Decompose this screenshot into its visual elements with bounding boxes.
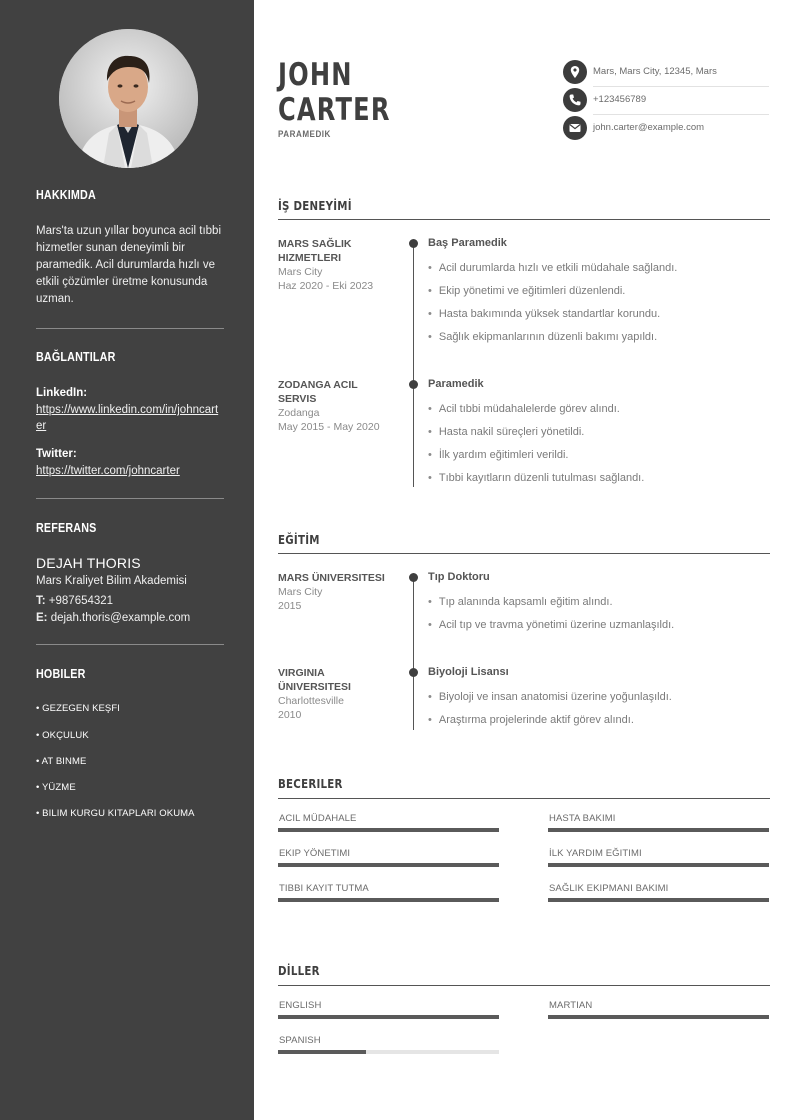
mail-icon	[563, 116, 587, 140]
responsibility-list	[428, 398, 768, 490]
hobbies-heading: HOBILER	[36, 667, 86, 681]
skill-label: TIBBI KAYIT TUTMA	[279, 883, 369, 894]
skill-label: EKIP YÖNETIMI	[279, 848, 351, 859]
experience-entry-meta	[278, 237, 398, 293]
language-bar-fill	[278, 1050, 366, 1054]
hobby-item: • GEZEGEN KEŞFI	[36, 703, 121, 714]
job-title: PARAMEDIK	[278, 129, 331, 140]
list-item: • Biyoloji ve insan anatomisi üzerine yoğunlaşıldı.	[428, 686, 768, 709]
list-item: • Araştırma projelerinde aktif görev alındı.	[428, 709, 768, 732]
skill-bar-fill	[278, 828, 499, 832]
divider	[36, 644, 224, 645]
language-item	[278, 1035, 499, 1054]
hobby-label: OKÇULUK	[42, 730, 89, 741]
timeline-dot	[409, 573, 418, 582]
org-location: Mars City	[278, 586, 323, 598]
org-location: Charlottesville	[278, 695, 344, 707]
experience-entry-meta	[278, 378, 398, 434]
hobby-label: BILIM KURGU KITAPLARI OKUMA	[42, 808, 195, 819]
profile-photo	[59, 29, 198, 168]
language-item	[278, 1000, 499, 1019]
skill-bar	[548, 898, 769, 902]
hobby-label: GEZEGEN KEŞFI	[42, 703, 121, 714]
skill-item	[278, 883, 499, 902]
phone-text: +123456789	[593, 94, 647, 105]
hobby-label: YÜZME	[42, 782, 76, 793]
skill-bar	[548, 828, 769, 832]
education-list	[428, 686, 768, 732]
section-rule	[278, 798, 770, 799]
divider	[36, 498, 224, 499]
language-bar	[548, 1015, 769, 1019]
org-name: MARS SAĞLIK HIZMETLERI	[278, 238, 352, 264]
list-item: • Tıbbi kayıtların düzenli tutulması sağlandı.	[428, 467, 768, 490]
skill-bar	[548, 863, 769, 867]
skill-bar	[278, 898, 499, 902]
list-item: • İlk yardım eğitimleri verildi.	[428, 444, 768, 467]
skill-label: SAĞLIK EKIPMANI BAKIMI	[549, 883, 669, 894]
list-item: • Sağlık ekipmanlarının düzenli bakımı yapıldı.	[428, 326, 768, 349]
language-bar-fill	[278, 1015, 499, 1019]
skill-item	[548, 883, 769, 902]
reference-email-label: E:	[36, 612, 48, 624]
skill-bar	[278, 863, 499, 867]
org-dates: Haz 2020 - Eki 2023	[278, 280, 374, 292]
languages-heading: DİLLER	[278, 963, 320, 978]
location-icon	[563, 60, 587, 84]
address-text: Mars, Mars City, 12345, Mars	[593, 66, 717, 77]
section-rule	[278, 219, 770, 220]
skill-label: HASTA BAKIMI	[549, 813, 616, 824]
hobby-item: • YÜZME	[36, 782, 76, 793]
org-dates: 2015	[278, 600, 302, 612]
org-dates: May 2015 - May 2020	[278, 421, 380, 433]
education-list	[428, 591, 768, 637]
contact-email	[563, 114, 769, 142]
skill-item	[278, 848, 499, 867]
skill-bar-fill	[548, 828, 769, 832]
experience-heading: İŞ DENEYİMİ	[278, 198, 352, 213]
skill-item	[548, 813, 769, 832]
skill-bar-fill	[278, 898, 499, 902]
divider	[36, 328, 224, 329]
skill-item	[278, 813, 499, 832]
section-rule	[278, 553, 770, 554]
education-entry-meta	[278, 666, 398, 722]
org-location: Mars City	[278, 266, 323, 278]
language-bar-fill	[548, 1015, 769, 1019]
skill-bar-fill	[278, 863, 499, 867]
list-item: • Hasta nakil süreçleri yönetildi.	[428, 421, 768, 444]
role-title: Paramedik	[428, 378, 484, 390]
twitter-label: Twitter:	[36, 448, 77, 460]
sidebar	[0, 0, 254, 1120]
contact-phone	[563, 86, 769, 114]
skill-label: İLK YARDIM EĞITIMI	[549, 848, 642, 859]
role-title: Baş Paramedik	[428, 237, 507, 249]
reference-block	[36, 555, 226, 627]
org-name: ZODANGA ACIL SERVIS	[278, 379, 358, 405]
reference-phone-value: +987654321	[48, 595, 114, 607]
timeline-dot	[409, 380, 418, 389]
language-label: MARTIAN	[549, 1000, 593, 1011]
education-entry-meta	[278, 571, 398, 613]
section-rule	[278, 985, 770, 986]
reference-phone-label: T:	[36, 595, 46, 607]
skill-label: ACIL MÜDAHALE	[279, 813, 357, 824]
language-bar	[278, 1015, 499, 1019]
reference-phone	[36, 593, 226, 610]
responsibility-list	[428, 257, 768, 349]
list-item: • Acil durumlarda hızlı ve etkili müdahale sağlandı.	[428, 257, 768, 280]
degree-title: Tıp Doktoru	[428, 571, 490, 583]
org-name: VIRGINIA ÜNIVERSITESI	[278, 667, 351, 693]
hobby-item: • BILIM KURGU KITAPLARI OKUMA	[36, 808, 195, 819]
skill-item	[548, 848, 769, 867]
org-dates: 2010	[278, 709, 302, 721]
contact-address	[563, 58, 769, 86]
language-label: ENGLISH	[279, 1000, 322, 1011]
hobby-label: AT BINME	[41, 756, 87, 767]
list-item: • Acil tıp ve travma yönetimi üzerine uzmanlaşıldı.	[428, 614, 768, 637]
link-twitter	[36, 446, 226, 479]
org-location: Zodanga	[278, 407, 320, 419]
language-item	[548, 1000, 769, 1019]
about-text: Mars'ta uzun yıllar boyunca acil tıbbi hizmetler sunan deneyimli bir paramedik. Acil durumlarda hızlı ve etkili çözümler üretme konusunda uzman.	[36, 225, 222, 305]
reference-org: Mars Kraliyet Bilim Akademisi	[36, 575, 187, 587]
last-name: CARTER	[278, 92, 391, 128]
reference-heading: REFERANS	[36, 521, 97, 535]
timeline-line	[413, 243, 414, 487]
first-name: JOHN	[278, 57, 353, 93]
timeline-line	[413, 577, 414, 730]
education-heading: EĞİTİM	[278, 532, 320, 547]
list-item: • Acil tıbbi müdahalelerde görev alındı.	[428, 398, 768, 421]
skill-bar	[278, 828, 499, 832]
skill-bar-fill	[548, 898, 769, 902]
linkedin-url[interactable]: https://www.linkedin.com/in/johncarter	[36, 404, 219, 432]
timeline-dot	[409, 239, 418, 248]
language-bar	[278, 1050, 499, 1054]
links-heading: BAĞLANTILAR	[36, 350, 116, 364]
reference-name: DEJAH THORIS	[36, 555, 141, 571]
about-heading: HAKKIMDA	[36, 188, 96, 202]
phone-icon	[563, 88, 587, 112]
hobby-item: • AT BINME	[36, 756, 87, 767]
skill-bar-fill	[548, 863, 769, 867]
list-item: • Hasta bakımında yüksek standartlar korundu.	[428, 303, 768, 326]
reference-email-value: dejah.thoris@example.com	[50, 612, 191, 624]
org-name: MARS ÜNIVERSITESI	[278, 572, 385, 584]
timeline-dot	[409, 668, 418, 677]
linkedin-label: LinkedIn:	[36, 387, 88, 399]
degree-title: Biyoloji Lisansı	[428, 666, 509, 678]
hobby-item: • OKÇULUK	[36, 730, 89, 741]
list-item: • Tıp alanında kapsamlı eğitim alındı.	[428, 591, 768, 614]
language-label: SPANISH	[279, 1035, 321, 1046]
link-linkedin	[36, 385, 226, 434]
email-text[interactable]: john.carter@example.com	[593, 122, 705, 133]
reference-email	[36, 610, 226, 627]
list-item: • Ekip yönetimi ve eğitimleri düzenlendi.	[428, 280, 768, 303]
twitter-url[interactable]: https://twitter.com/johncarter	[36, 465, 180, 477]
skills-heading: BECERILER	[278, 776, 343, 791]
